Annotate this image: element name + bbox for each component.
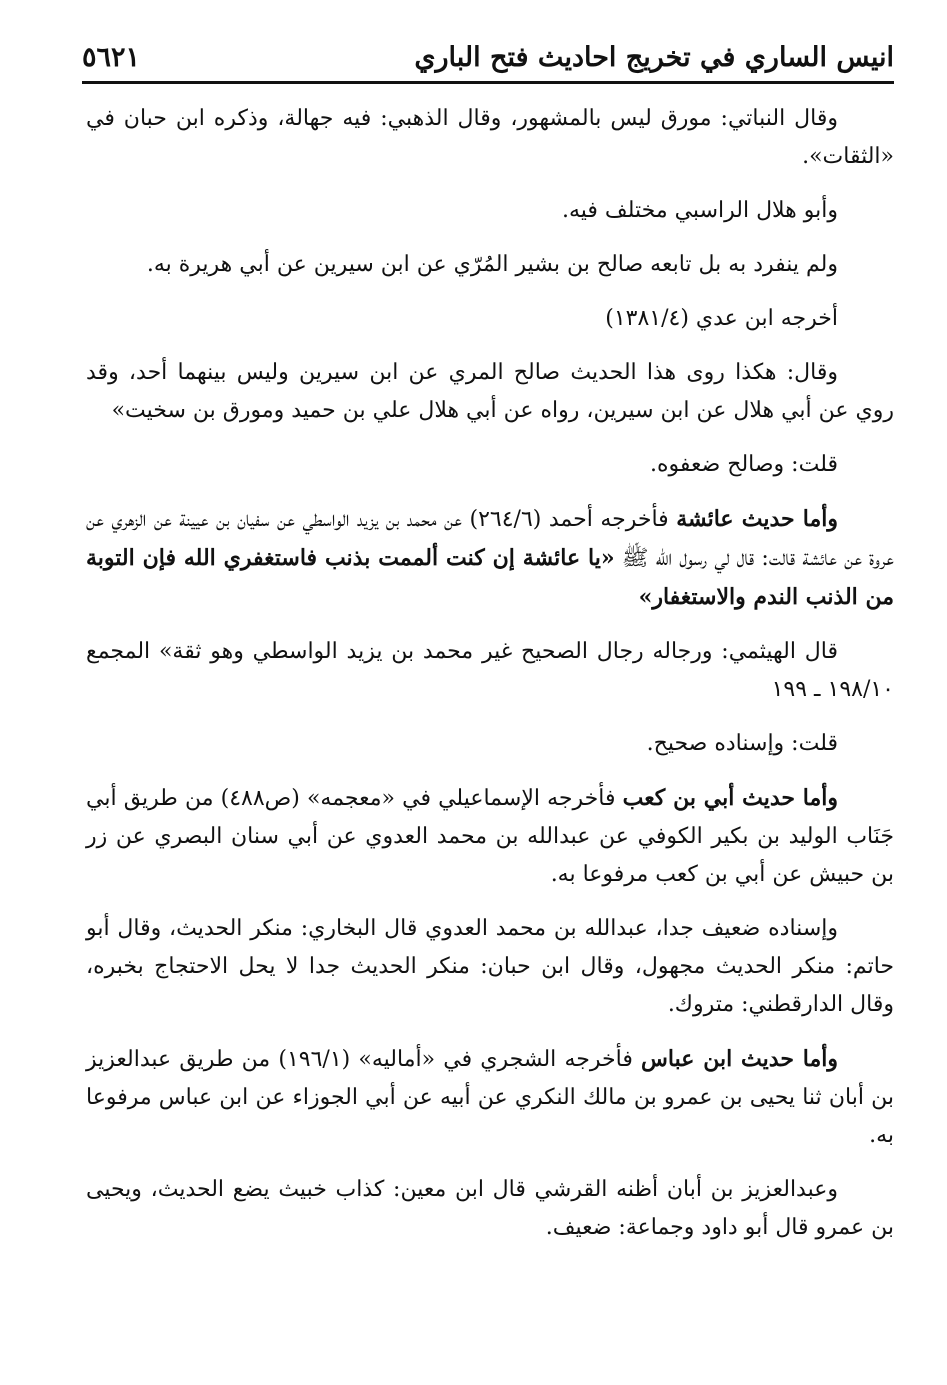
- paragraph: [86, 910, 894, 1024]
- paragraph: [86, 300, 894, 338]
- paragraph-text: أخرجه ابن عدي (١٣٨١/٤): [605, 306, 838, 331]
- paragraph-text: فأخرجه أحمد (٢٦٤/٦) عن محمد بن يزيد الواسطي عن سفيان بن عيينة عن الزهري عن عروة عن عائشة قالت: قال لي رسول الله ﷺ: [86, 507, 894, 571]
- paragraph-lead: وأما حديث ابن عباس: [641, 1046, 838, 1072]
- header-rule: [82, 81, 894, 84]
- paragraph-text: ولم ينفرد به بل تابعه صالح بن بشير المُرّي عن ابن سيرين عن أبي هريرة به.: [146, 252, 838, 277]
- page-number: ٥٦٢١: [82, 42, 141, 73]
- paragraph-text: وقال: هكذا روى هذا الحديث صالح المري عن ابن سيرين وليس بينهما أحد، وقد روي عن أبي هلال عن ابن سيرين، رواه عن أبي هلال علي بن حميد ومورق بن سخيت»: [86, 360, 894, 423]
- paragraph: [86, 725, 894, 763]
- paragraph: [86, 500, 894, 617]
- body-text: [86, 100, 894, 1263]
- paragraph-text: فأخرجه الشجري في «أماليه» (١٩٦/١) من طريق عبدالعزيز بن أبان ثنا يحيى بن عمرو بن مالك النكري عن أبيه عن أبي الجوزاء عن ابن عباس مرفوعا به.: [86, 1047, 894, 1148]
- paragraph-text: قلت: وصالح ضعفوه.: [649, 452, 838, 477]
- paragraph-text: وإسناده ضعيف جدا، عبدالله بن محمد العدوي قال البخاري: منكر الحديث، وقال أبو حاتم: منكر الحديث مجهول، وقال ابن حبان: منكر الحديث جدا لا يحل الاحتجاج بخبره، وقال الدارقطني: متروك.: [86, 916, 895, 1017]
- paragraph: [86, 354, 894, 430]
- paragraph-lead: وأما حديث عائشة: [676, 506, 838, 532]
- paragraph: [86, 246, 894, 284]
- hadith-quote: «يا عائشة إن كنت ألممت بذنب فاستغفري الله فإن التوبة من الذنب الندم والاستغفار»: [86, 545, 894, 610]
- paragraph-lead: وأما حديث أبي بن كعب: [622, 785, 838, 811]
- paragraph: [86, 100, 894, 176]
- page-header: [82, 40, 894, 84]
- paragraph: [86, 1171, 894, 1247]
- paragraph-text: وقال النباتي: مورق ليس بالمشهور، وقال الذهبي: فيه جهالة، وذكره ابن حبان في «الثقات».: [86, 106, 894, 169]
- paragraph-text: قال الهيثمي: ورجاله رجال الصحيح غير محمد بن يزيد الواسطي وهو ثقة» المجمع ١٩٨/١٠ ـ ١٩٩: [86, 639, 894, 702]
- running-title: انيس الساري في تخريج احاديث فتح الباري: [414, 42, 894, 73]
- paragraph-text: فأخرجه الإسماعيلي في «معجمه» (ص٤٨٨) من طريق أبي جَنَاب الوليد بن بكير الكوفي عن عبدالله بن محمد العدوي عن أبي سنان البصري عن زر بن حبيش عن أبي بن كعب مرفوعا به.: [86, 786, 894, 887]
- paragraph: [86, 633, 894, 709]
- paragraph: [86, 192, 894, 230]
- paragraph-text: وأبو هلال الراسبي مختلف فيه.: [561, 198, 838, 223]
- paragraph: [86, 1040, 894, 1155]
- paragraph-text: وعبدالعزيز بن أبان أظنه القرشي قال ابن معين: كذاب خبيث يضع الحديث، ويحيى بن عمرو قال أبو داود وجماعة: ضعيف.: [86, 1177, 894, 1240]
- paragraph-text: قلت: وإسناده صحيح.: [646, 731, 838, 756]
- paragraph: [86, 779, 894, 894]
- paragraph: [86, 446, 894, 484]
